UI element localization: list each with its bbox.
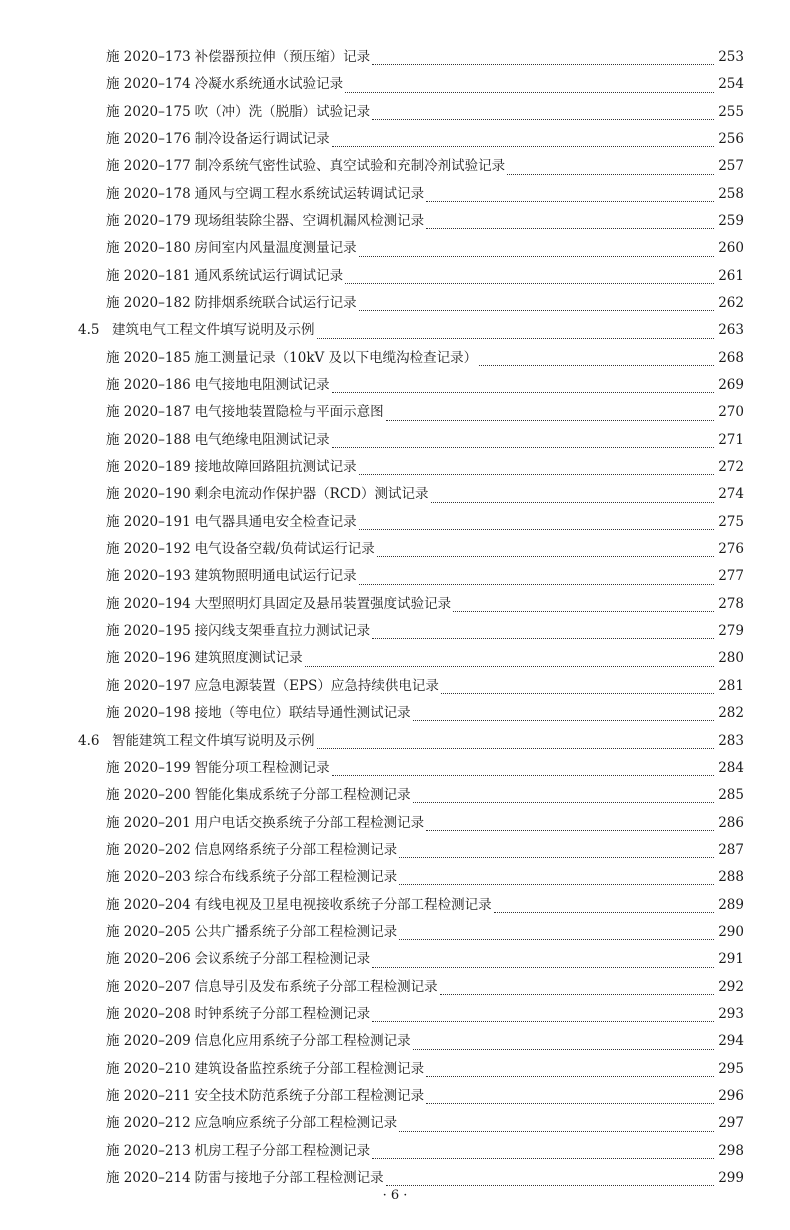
dot-leader — [372, 52, 714, 65]
toc-page-number: 262 — [718, 295, 744, 312]
toc-entry-title: 安全技术防范系统子分部工程检测记录 — [194, 1087, 425, 1104]
toc-entry-title: 施工测量记录（10kV 及以下电缆沟检查记录） — [194, 349, 478, 366]
toc-entry-title: 房间室内风量温度测量记录 — [194, 240, 357, 257]
toc-entry-title: 应急电源装置（EPS）应急持续供电记录 — [194, 677, 439, 694]
dot-leader — [413, 708, 714, 721]
toc-page-number: 254 — [718, 76, 744, 93]
dot-leader — [372, 955, 714, 968]
toc-entry-row[interactable] — [0, 1056, 790, 1083]
toc-entry-number: 施 2020–203 — [106, 869, 191, 886]
dot-leader — [453, 599, 714, 612]
toc-entry-row[interactable] — [0, 181, 790, 208]
toc-entry-row[interactable] — [0, 1083, 790, 1110]
toc-entry-row[interactable] — [0, 99, 790, 126]
toc-entry-title: 接闪线支架垂直拉力测试记录 — [194, 623, 371, 640]
toc-page-number: 282 — [718, 705, 744, 722]
toc-section-row[interactable] — [0, 728, 790, 755]
toc-page-number: 299 — [718, 1170, 744, 1187]
toc-entry-row[interactable] — [0, 372, 790, 399]
toc-page-number: 268 — [718, 349, 744, 366]
toc-entry-row[interactable] — [0, 1001, 790, 1028]
dot-leader — [431, 490, 715, 503]
toc-entry-number: 施 2020–208 — [106, 1005, 191, 1022]
toc-entry-number: 施 2020–194 — [106, 595, 191, 612]
toc-entry-title: 电气绝缘电阻测试记录 — [194, 431, 330, 448]
toc-entry-number: 施 2020–198 — [106, 705, 191, 722]
toc-entry-number: 施 2020–192 — [106, 541, 191, 558]
toc-entry-row[interactable] — [0, 1028, 790, 1055]
toc-entry-title: 用户电话交换系统子分部工程检测记录 — [194, 814, 425, 831]
toc-entry-title: 建筑物照明通电试运行记录 — [194, 568, 357, 585]
toc-page-number: 280 — [718, 650, 744, 667]
toc-entry-number: 施 2020–204 — [106, 896, 191, 913]
toc-page-number: 279 — [718, 623, 744, 640]
toc-entry-title: 应急响应系统子分部工程检测记录 — [194, 1115, 398, 1132]
toc-entry-title: 机房工程子分部工程检测记录 — [194, 1142, 371, 1159]
dot-leader — [372, 107, 714, 120]
toc-entry-number: 施 2020–177 — [106, 158, 191, 175]
toc-entry-title: 防排烟系统联合试运行记录 — [194, 295, 357, 312]
toc-page-number: 270 — [718, 404, 744, 421]
toc-entry-title: 信息化应用系统子分部工程检测记录 — [194, 1033, 411, 1050]
toc-entry-number: 施 2020–176 — [106, 130, 191, 147]
toc-page-number: 255 — [718, 103, 744, 120]
toc-entry-number: 4.5 — [78, 322, 100, 339]
toc-page-number: 275 — [718, 513, 744, 530]
toc-page-number: 253 — [718, 48, 744, 65]
toc-page-number: 256 — [718, 130, 744, 147]
dot-leader — [507, 162, 714, 175]
toc-entry-title: 大型照明灯具固定及悬吊装置强度试验记录 — [194, 595, 452, 612]
toc-entry-row[interactable] — [0, 399, 790, 426]
toc-entry-title: 补偿器预拉伸（预压缩）记录 — [194, 48, 371, 65]
toc-entry-number: 施 2020–196 — [106, 650, 191, 667]
dot-leader — [399, 845, 714, 858]
toc-page-number: 296 — [718, 1087, 744, 1104]
toc-entry-number: 施 2020–210 — [106, 1060, 191, 1077]
toc-entry-title: 电气设备空载/负荷试运行记录 — [194, 541, 375, 558]
dot-leader — [441, 681, 714, 694]
toc-entry-title: 时钟系统子分部工程检测记录 — [194, 1005, 371, 1022]
toc-page-number: 263 — [718, 322, 744, 339]
toc-entry-number: 施 2020–195 — [106, 623, 191, 640]
dot-leader — [386, 408, 714, 421]
toc-entry-number: 施 2020–189 — [106, 459, 191, 476]
toc-entry-number: 施 2020–201 — [106, 814, 191, 831]
toc-entry-title: 剩余电流动作保护器（RCD）测试记录 — [194, 486, 429, 503]
toc-entry-row[interactable] — [0, 974, 790, 1001]
toc-entry-title: 智能建筑工程文件填写说明及示例 — [112, 732, 315, 749]
dot-leader — [494, 900, 714, 913]
toc-entry-row[interactable] — [0, 837, 790, 864]
toc-page-number: 278 — [718, 595, 744, 612]
toc-entry-title: 有线电视及卫星电视接收系统子分部工程检测记录 — [194, 896, 492, 913]
toc-entry-number: 施 2020–212 — [106, 1115, 191, 1132]
dot-leader — [359, 462, 714, 475]
toc-entry-row[interactable] — [0, 591, 790, 618]
toc-entry-row[interactable] — [0, 153, 790, 180]
dot-leader — [317, 326, 715, 339]
toc-entry-row[interactable] — [0, 673, 790, 700]
toc-entry-number: 施 2020–188 — [106, 431, 191, 448]
toc-entry-number: 施 2020–200 — [106, 787, 191, 804]
toc-entry-title: 接地故障回路阻抗测试记录 — [194, 459, 357, 476]
dot-leader — [359, 572, 714, 585]
dot-leader — [399, 872, 714, 885]
toc-entry-title: 电气接地电阻测试记录 — [194, 377, 330, 394]
toc-entry-title: 电气器具通电安全检查记录 — [194, 513, 357, 530]
dot-leader — [332, 763, 714, 776]
toc-entry-row[interactable] — [0, 892, 790, 919]
toc-entry-title: 通风与空调工程水系统试运转调试记录 — [194, 185, 425, 202]
toc-entry-title: 防雷与接地子分部工程检测记录 — [194, 1170, 384, 1187]
toc-page-number: 298 — [718, 1142, 744, 1159]
toc-page-number: 258 — [718, 185, 744, 202]
toc-entry-row[interactable] — [0, 755, 790, 782]
toc-entry-title: 综合布线系统子分部工程检测记录 — [194, 869, 398, 886]
toc-entry-row[interactable] — [0, 864, 790, 891]
toc-page-number: 287 — [718, 841, 744, 858]
toc-entry-number: 施 2020–174 — [106, 76, 191, 93]
toc-page-number: 289 — [718, 896, 744, 913]
toc-entry-title: 制冷系统气密性试验、真空试验和充制冷剂试验记录 — [194, 158, 506, 175]
dot-leader — [332, 380, 714, 393]
toc-page-number: 269 — [718, 377, 744, 394]
toc-entry-title: 建筑照度测试记录 — [194, 650, 303, 667]
toc-page-number: 281 — [718, 677, 744, 694]
toc-entry-number: 施 2020–173 — [106, 48, 191, 65]
toc-page-number: 295 — [718, 1060, 744, 1077]
toc-entry-row[interactable] — [0, 1110, 790, 1137]
toc-entry-row[interactable] — [0, 700, 790, 727]
toc-entry-number: 施 2020–178 — [106, 185, 191, 202]
toc-entry-title: 会议系统子分部工程检测记录 — [194, 951, 371, 968]
dot-leader — [399, 1119, 714, 1132]
toc-entry-title: 吹（冲）洗（脱脂）试验记录 — [194, 103, 371, 120]
toc-entry-number: 施 2020–175 — [106, 103, 191, 120]
table-of-contents — [0, 44, 790, 1192]
toc-entry-row[interactable] — [0, 44, 790, 71]
toc-page-number: 277 — [718, 568, 744, 585]
toc-entry-row[interactable] — [0, 427, 790, 454]
toc-entry-row[interactable] — [0, 208, 790, 235]
toc-entry-row[interactable] — [0, 646, 790, 673]
toc-entry-number: 施 2020–211 — [106, 1087, 191, 1104]
toc-page-number: 259 — [718, 212, 744, 229]
toc-entry-number: 施 2020–207 — [106, 978, 191, 995]
toc-entry-number: 施 2020–213 — [106, 1142, 191, 1159]
toc-entry-number: 施 2020–205 — [106, 923, 191, 940]
toc-entry-number: 施 2020–214 — [106, 1170, 191, 1187]
toc-entry-row[interactable] — [0, 946, 790, 973]
dot-leader — [426, 216, 714, 229]
toc-entry-number: 施 2020–181 — [106, 267, 191, 284]
toc-entry-row[interactable] — [0, 919, 790, 946]
toc-entry-title: 通风系统试运行调试记录 — [194, 267, 344, 284]
toc-entry-number: 施 2020–179 — [106, 212, 191, 229]
toc-entry-number: 施 2020–197 — [106, 677, 191, 694]
toc-page-number: 292 — [718, 978, 744, 995]
toc-entry-row[interactable] — [0, 782, 790, 809]
toc-page-number: 271 — [718, 431, 744, 448]
toc-entry-number: 施 2020–190 — [106, 486, 191, 503]
toc-entry-title: 信息网络系统子分部工程检测记录 — [194, 841, 398, 858]
dot-leader — [426, 1091, 714, 1104]
toc-entry-number: 施 2020–186 — [106, 377, 191, 394]
toc-entry-title: 建筑设备监控系统子分部工程检测记录 — [194, 1060, 425, 1077]
toc-entry-number: 施 2020–199 — [106, 759, 191, 776]
toc-entry-row[interactable] — [0, 482, 790, 509]
dot-leader — [440, 982, 714, 995]
toc-entry-number: 施 2020–187 — [106, 404, 191, 421]
toc-page-number: 293 — [718, 1005, 744, 1022]
toc-entry-title: 建筑电气工程文件填写说明及示例 — [112, 322, 315, 339]
toc-entry-title: 现场组装除尘器、空调机漏风检测记录 — [194, 212, 425, 229]
toc-entry-row[interactable] — [0, 290, 790, 317]
toc-page-number: 260 — [718, 240, 744, 257]
toc-entry-row[interactable] — [0, 454, 790, 481]
dot-leader — [332, 134, 714, 147]
dot-leader — [426, 818, 714, 831]
toc-entry-row[interactable] — [0, 536, 790, 563]
toc-entry-row[interactable] — [0, 126, 790, 153]
toc-section-row[interactable] — [0, 317, 790, 344]
dot-leader — [479, 353, 714, 366]
dot-leader — [372, 1146, 714, 1159]
dot-leader — [359, 517, 714, 530]
toc-entry-title: 制冷设备运行调试记录 — [194, 130, 330, 147]
toc-entry-title: 智能分项工程检测记录 — [194, 759, 330, 776]
toc-entry-number: 施 2020–193 — [106, 568, 191, 585]
dot-leader — [345, 80, 714, 93]
toc-entry-title: 智能化集成系统子分部工程检测记录 — [194, 787, 411, 804]
toc-entry-row[interactable] — [0, 71, 790, 98]
dot-leader — [317, 736, 715, 749]
toc-entry-row[interactable] — [0, 235, 790, 262]
toc-entry-row[interactable] — [0, 509, 790, 536]
toc-entry-row[interactable] — [0, 345, 790, 372]
toc-page-number: 276 — [718, 541, 744, 558]
toc-page-number: 297 — [718, 1115, 744, 1132]
dot-leader — [426, 189, 714, 202]
toc-entry-row[interactable] — [0, 810, 790, 837]
dot-leader — [359, 244, 714, 257]
toc-entry-number: 施 2020–185 — [106, 349, 191, 366]
dot-leader — [305, 654, 714, 667]
dot-leader — [413, 790, 714, 803]
toc-page-number: 286 — [718, 814, 744, 831]
toc-entry-number: 4.6 — [78, 732, 100, 749]
dot-leader — [372, 626, 714, 639]
toc-entry-row[interactable] — [0, 263, 790, 290]
toc-page-number: 274 — [718, 486, 744, 503]
toc-entry-title: 公共广播系统子分部工程检测记录 — [194, 923, 398, 940]
toc-entry-number: 施 2020–182 — [106, 295, 191, 312]
toc-page-number: 283 — [718, 732, 744, 749]
toc-entry-title: 接地（等电位）联结导通性测试记录 — [194, 705, 411, 722]
toc-page-number: 291 — [718, 951, 744, 968]
toc-entry-number: 施 2020–180 — [106, 240, 191, 257]
toc-entry-row[interactable] — [0, 618, 790, 645]
toc-page-number: 285 — [718, 787, 744, 804]
toc-page-number: 294 — [718, 1033, 744, 1050]
dot-leader — [426, 1064, 714, 1077]
toc-page-number: 284 — [718, 759, 744, 776]
page-number-footer: · 6 · — [382, 1188, 408, 1203]
toc-entry-number: 施 2020–206 — [106, 951, 191, 968]
toc-entry-number: 施 2020–202 — [106, 841, 191, 858]
toc-entry-row[interactable] — [0, 1138, 790, 1165]
toc-entry-title: 冷凝水系统通水试验记录 — [194, 76, 344, 93]
toc-page-number: 290 — [718, 923, 744, 940]
dot-leader — [345, 271, 714, 284]
dot-leader — [413, 1037, 714, 1050]
toc-page-number: 257 — [718, 158, 744, 175]
toc-entry-row[interactable] — [0, 564, 790, 591]
toc-entry-number: 施 2020–209 — [106, 1033, 191, 1050]
dot-leader — [386, 1173, 714, 1186]
toc-entry-title: 电气接地装置隐检与平面示意图 — [194, 404, 384, 421]
dot-leader — [399, 927, 714, 940]
toc-page-number: 261 — [718, 267, 744, 284]
dot-leader — [377, 544, 714, 557]
dot-leader — [372, 1009, 714, 1022]
toc-page-number: 288 — [718, 869, 744, 886]
dot-leader — [332, 435, 714, 448]
toc-entry-title: 信息导引及发布系统子分部工程检测记录 — [194, 978, 438, 995]
toc-entry-number: 施 2020–191 — [106, 513, 191, 530]
toc-page-number: 272 — [718, 459, 744, 476]
dot-leader — [359, 298, 714, 311]
